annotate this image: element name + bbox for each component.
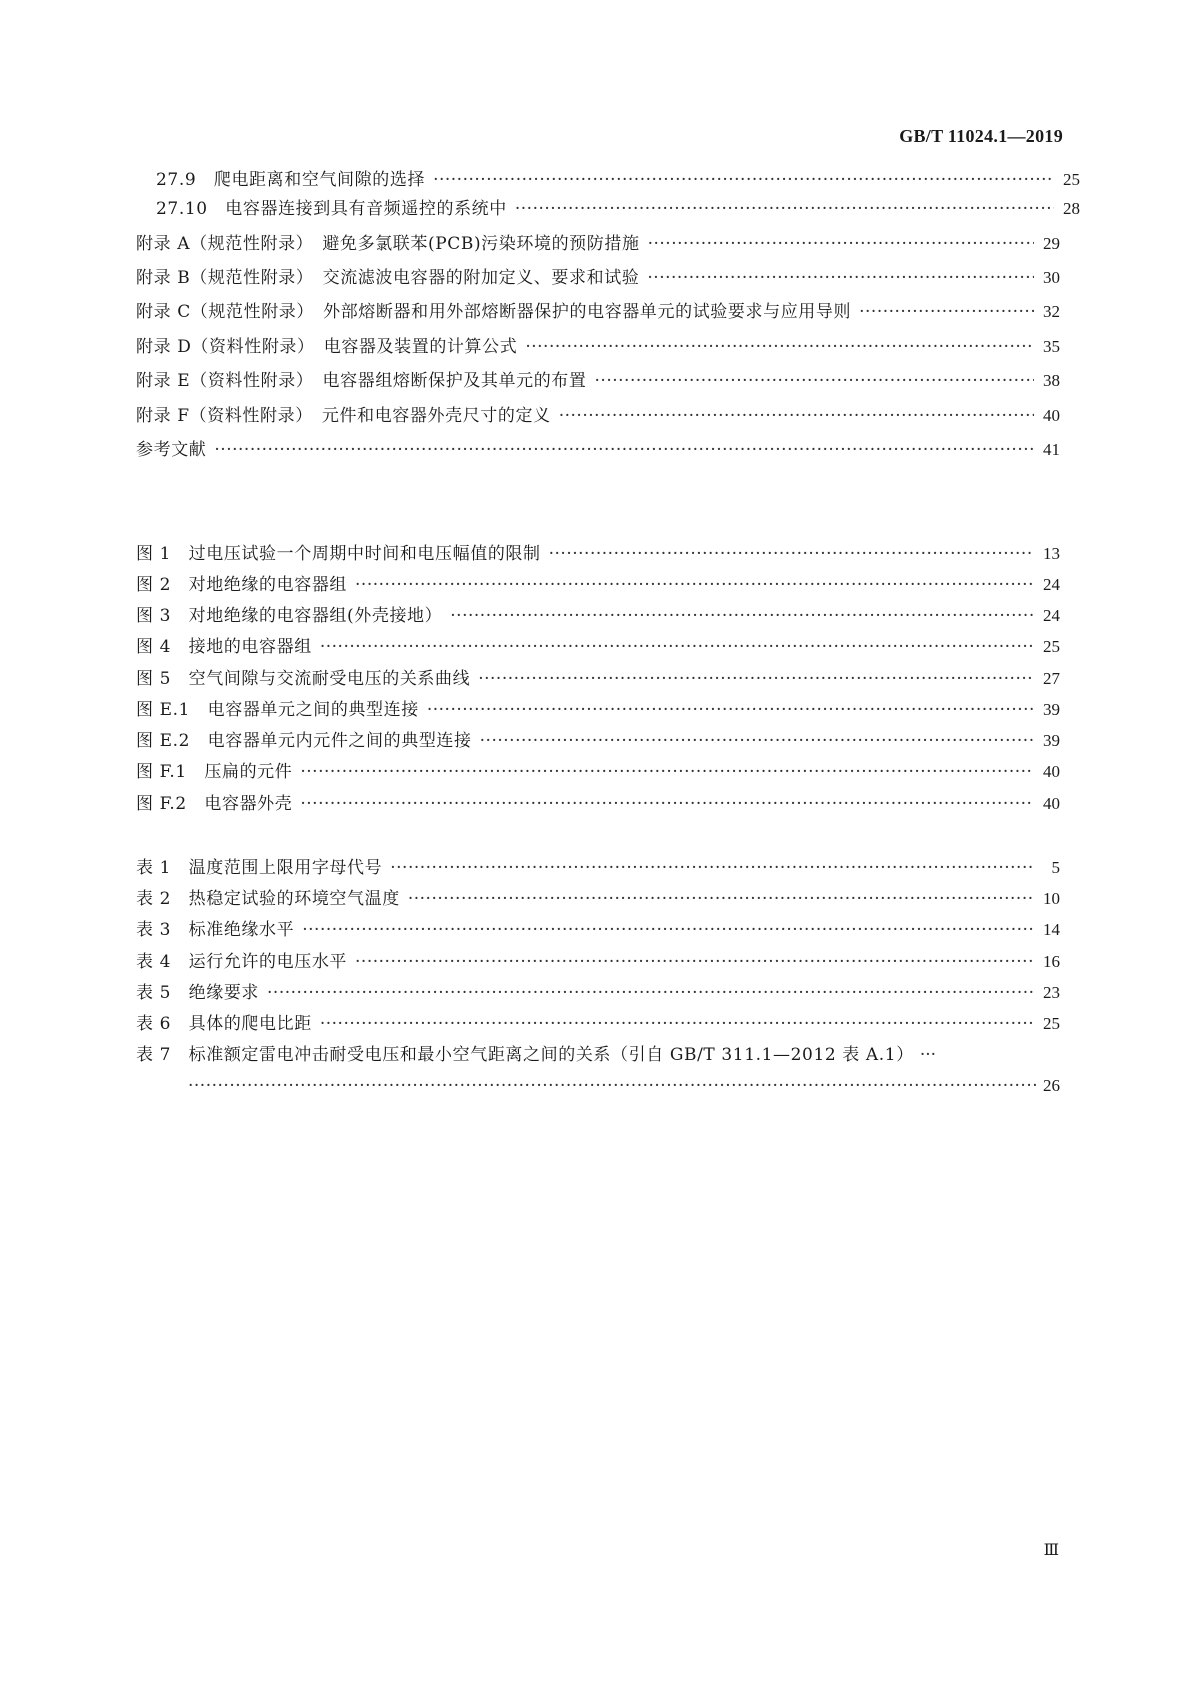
toc-entry-label: 附录 D（资料性附录） 电容器及装置的计算公式: [136, 337, 518, 357]
figure-entry[interactable]: [136, 542, 1060, 566]
leader-dots: [427, 698, 1034, 722]
toc-entry[interactable]: [136, 335, 1060, 359]
table-entry-label: 表 4 运行允许的电压水平: [136, 952, 348, 972]
table-entry-label: 表 7 标准额定雷电冲击耐受电压和最小空气距离之间的关系（引自 GB/T 311.1—2012 表 A.1）: [136, 1045, 914, 1065]
figure-entry[interactable]: [136, 573, 1060, 597]
figure-entry[interactable]: [136, 729, 1060, 753]
figure-entry-page: 13: [1043, 544, 1060, 563]
figure-entry[interactable]: [136, 792, 1060, 816]
figure-entry-label: 图 2 对地绝缘的电容器组: [136, 575, 348, 595]
figure-entry-label: 图 5 空气间隙与交流耐受电压的关系曲线: [136, 669, 471, 689]
figure-entry[interactable]: [136, 604, 1060, 628]
leader-dots: [267, 981, 1034, 1005]
figure-entry-label: 图 4 接地的电容器组: [136, 637, 312, 657]
figure-entry-page: 25: [1043, 637, 1060, 656]
leader-dots: [647, 266, 1034, 290]
toc-entry-label: 附录 E（资料性附录） 电容器组熔断保护及其单元的布置: [136, 371, 587, 391]
figure-entry-page: 39: [1043, 700, 1060, 719]
table-entry[interactable]: [136, 1012, 1060, 1036]
leader-dots: [188, 1074, 1037, 1098]
table-entry-label: 表 3 标准绝缘水平: [136, 920, 295, 940]
table-entry-page: 23: [1043, 983, 1060, 1002]
toc-entry-label: 27.10 电容器连接到具有音频遥控的系统中: [156, 199, 507, 219]
leader-dots: [525, 335, 1034, 359]
toc-entry-page: 32: [1043, 302, 1060, 321]
toc-entry[interactable]: [136, 404, 1060, 428]
leader-dots: [515, 197, 1054, 221]
toc-entry[interactable]: [136, 266, 1060, 290]
leader-dots: [355, 573, 1034, 597]
toc-entry[interactable]: [136, 300, 1060, 324]
table-entry[interactable]: [136, 950, 1060, 974]
leader-dots: [390, 856, 1034, 880]
toc-entry-label: 附录 B（规范性附录） 交流滤波电容器的附加定义、要求和试验: [136, 268, 640, 288]
leader-dots: [408, 887, 1034, 911]
figure-entry[interactable]: [136, 635, 1060, 659]
toc-entry-page: 38: [1043, 371, 1060, 390]
figure-entry-page: 39: [1043, 731, 1060, 750]
table-entry[interactable]: [136, 887, 1060, 911]
toc-entry-label: 27.9 爬电距离和空气间隙的选择: [156, 170, 426, 190]
table-entry-label: 表 2 热稳定试验的环境空气温度: [136, 889, 400, 909]
table-entry-label: 表 5 绝缘要求: [136, 983, 260, 1003]
toc-entry-label: 附录 C（规范性附录） 外部熔断器和用外部熔断器保护的电容器单元的试验要求与应用导则: [136, 302, 852, 322]
figure-entry-page: 27: [1043, 669, 1060, 688]
leader-dots: [549, 542, 1034, 566]
page-number: Ⅲ: [1043, 1542, 1059, 1559]
leader-dots: [300, 760, 1034, 784]
leader-dots: [859, 300, 1034, 324]
toc-entry-page: 25: [1063, 170, 1080, 189]
figure-entry[interactable]: [136, 698, 1060, 722]
leader-dots: [300, 792, 1034, 816]
toc-entry-label: 附录 A（规范性附录） 避免多氯联苯(PCB)污染环境的预防措施: [136, 234, 640, 254]
table-entry-page: 16: [1043, 952, 1060, 971]
leader-dots: [355, 950, 1034, 974]
toc-entry-page: 40: [1043, 406, 1060, 425]
leader-dots: [320, 635, 1034, 659]
table-entry-label: 表 1 温度范围上限用字母代号: [136, 858, 383, 878]
table-entry[interactable]: [136, 981, 1060, 1005]
table-entry-page: 25: [1043, 1014, 1060, 1033]
table-entry-continuation: [188, 1074, 1060, 1098]
leader-dots: [648, 232, 1034, 256]
toc-entry-page: 29: [1043, 234, 1060, 253]
figure-entry-page: 24: [1043, 606, 1060, 625]
leader-dots: [214, 438, 1034, 462]
toc-entry-page: 30: [1043, 268, 1060, 287]
figure-entry-label: 图 3 对地绝缘的电容器组(外壳接地）: [136, 606, 443, 626]
figure-entry[interactable]: [136, 760, 1060, 784]
leader-dots: [478, 667, 1034, 691]
leader-dots: [320, 1012, 1034, 1036]
toc-entry[interactable]: [136, 369, 1060, 393]
toc-entry[interactable]: [136, 197, 1080, 221]
figure-entry[interactable]: [136, 667, 1060, 691]
figure-entry-page: 40: [1043, 762, 1060, 781]
leader-dots: [595, 369, 1034, 393]
toc-entry[interactable]: [136, 168, 1080, 192]
standard-code: GB/T 11024.1—2019: [899, 126, 1063, 146]
figure-entry-label: 图 E.1 电容器单元之间的典型连接: [136, 700, 419, 720]
table-entry[interactable]: [136, 918, 1060, 942]
figure-entry-page: 40: [1043, 794, 1060, 813]
table-entry-page: 5: [1051, 858, 1060, 877]
toc-entry-label: 附录 F（资料性附录） 元件和电容器外壳尺寸的定义: [136, 406, 551, 426]
leader-dots: [559, 404, 1034, 428]
figure-entry-label: 图 E.2 电容器单元内元件之间的典型连接: [136, 731, 472, 751]
table-entry[interactable]: [136, 856, 1060, 880]
leader-dots: [302, 918, 1034, 942]
figure-entry-label: 图 F.1 压扁的元件: [136, 762, 293, 782]
toc-entry-page: 35: [1043, 337, 1060, 356]
toc-entry[interactable]: [136, 232, 1060, 256]
table-entry-label: 表 6 具体的爬电比距: [136, 1014, 312, 1034]
toc-entry-page: 41: [1043, 440, 1060, 459]
figure-entry-label: 图 1 过电压试验一个周期中时间和电压幅值的限制: [136, 544, 541, 564]
table-entry-page: 10: [1043, 889, 1060, 908]
figure-entry-label: 图 F.2 电容器外壳: [136, 794, 293, 814]
table-entry[interactable]: [136, 1043, 1060, 1067]
toc-entry[interactable]: [136, 438, 1060, 462]
figure-entry-page: 24: [1043, 575, 1060, 594]
table-entry-page: 26: [1043, 1076, 1060, 1095]
table-entry-page: 14: [1043, 920, 1060, 939]
toc-entry-page: 28: [1063, 199, 1080, 218]
leader-dots: [433, 168, 1054, 192]
leader-dots: [480, 729, 1034, 753]
leader-dots: [450, 604, 1034, 628]
leader-dots-trail: ···: [919, 1045, 937, 1065]
toc-entry-label: 参考文献: [136, 440, 207, 460]
